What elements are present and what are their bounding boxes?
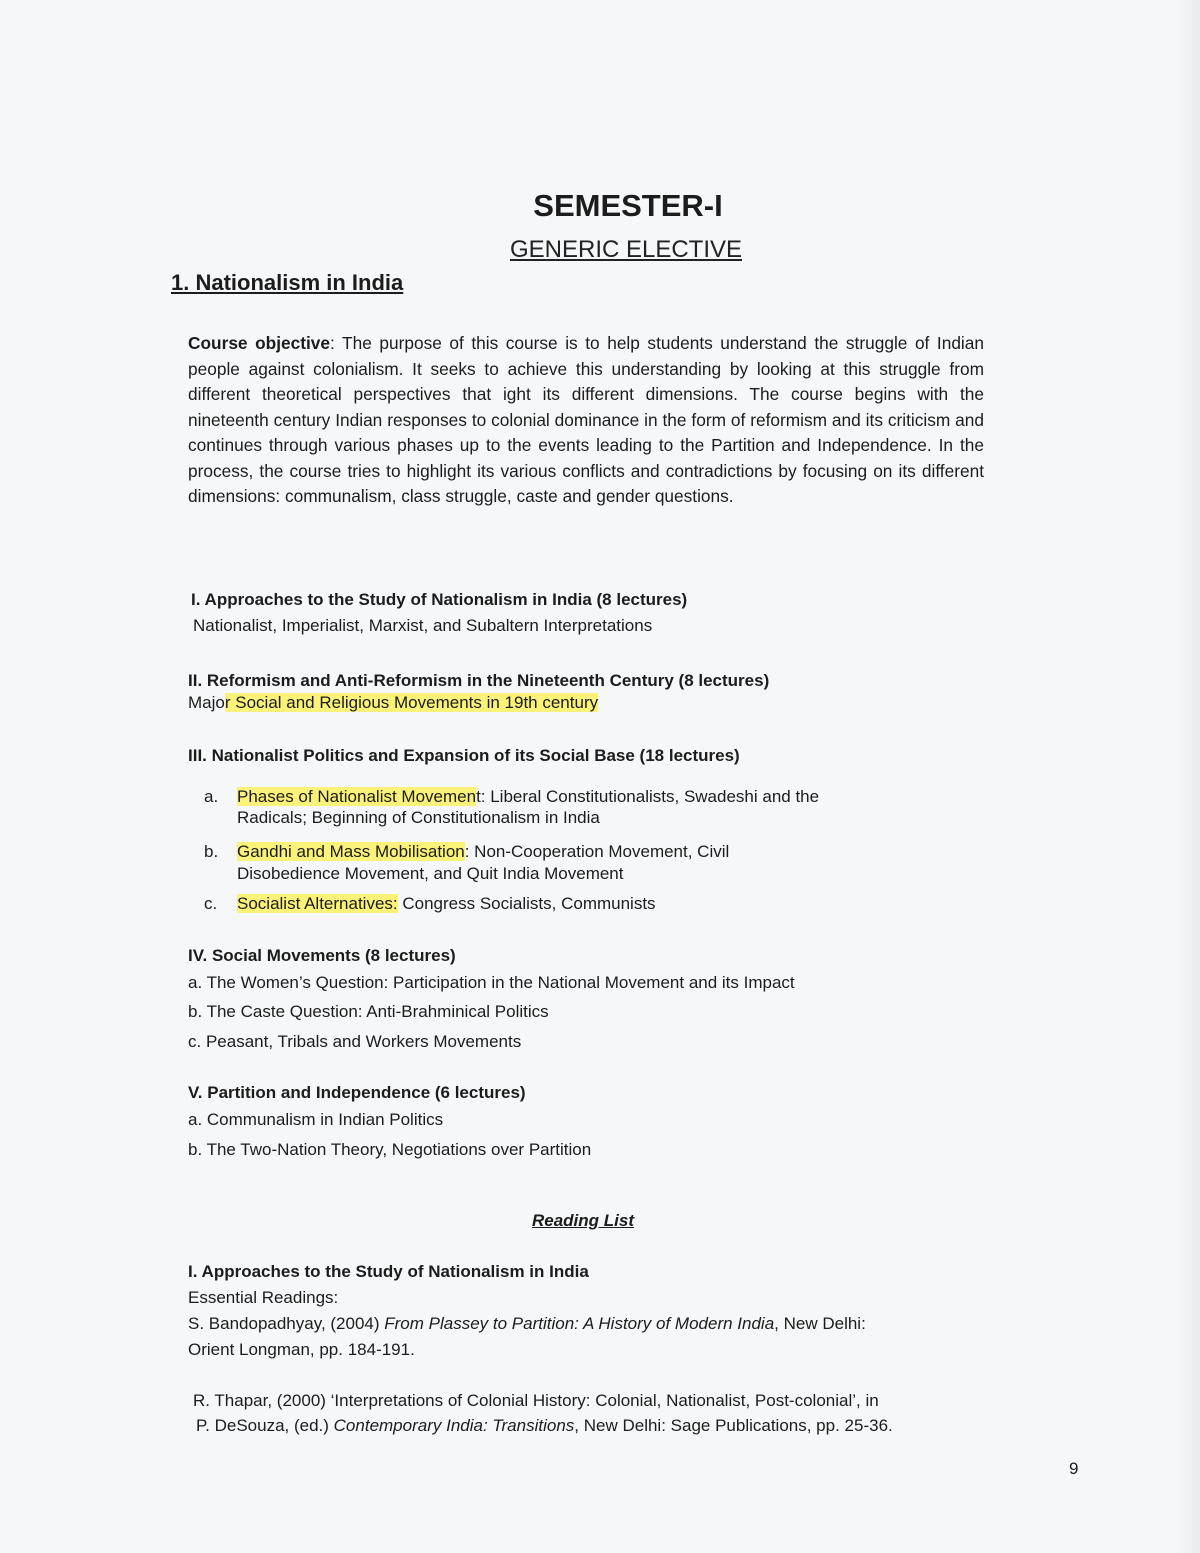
- unit-3-item-c: [237, 894, 656, 914]
- unit-3-item-a-marker: a.: [204, 787, 219, 806]
- unit-3-item-b-highlight: Gandhi and Mass Mobilisation: [237, 842, 465, 861]
- reference-2-publisher: , New Delhi: Sage Publications, pp. 25-36.: [574, 1416, 893, 1435]
- unit-5-heading: V. Partition and Independence (6 lectures): [188, 1083, 526, 1102]
- unit-2-highlight: r Social and Religious Movements in 19th century: [224, 693, 599, 712]
- unit-2-text: [188, 693, 598, 713]
- essential-readings-label: Essential Readings:: [188, 1288, 339, 1307]
- reference-1: [188, 1314, 866, 1334]
- scan-edge-shadow: [1178, 0, 1200, 1553]
- elective-subtitle: GENERIC ELECTIVE: [509, 236, 743, 263]
- page-number: 9: [1069, 1459, 1079, 1478]
- unit-3-heading: III. Nationalist Politics and Expansion of its Social Base (18 lectures): [188, 746, 740, 765]
- unit-4-item: b. The Caste Question: Anti-Brahminical Politics: [188, 1002, 549, 1021]
- unit-3-item-b-marker: b.: [204, 842, 219, 861]
- unit-2-text-prefix: Majo: [188, 693, 225, 712]
- unit-5-item: b. The Two-Nation Theory, Negotiations over Partition: [188, 1140, 592, 1159]
- reference-2-line2: [196, 1416, 893, 1436]
- reference-2-title: Contemporary India: Transitions: [333, 1416, 575, 1435]
- unit-3-item-b: [237, 842, 729, 862]
- unit-3-item-a: [237, 787, 819, 807]
- objective-label: Course objective: [188, 333, 331, 353]
- unit-4-item: c. Peasant, Tribals and Workers Movements: [188, 1032, 522, 1051]
- unit-4-item: a. The Women’s Question: Participation in the National Movement and its Impact: [188, 973, 795, 992]
- semester-title: SEMESTER-I: [533, 188, 723, 223]
- objective-text: : The purpose of this course is to help students understand the struggle of Indian people against colonialism. It seeks to achieve this understanding by looking at this struggle from different theoretical perspectives that ight its different dimensions. The course begins with the nineteenth century Indian responses to colonial dominance in the form of reformism and its criticism and continues through various phases up to the events leading to the Partition and Independence. In the process, the course tries to highlight its various conflicts and contradictions by focusing on its different dimensions: communalism, class struggle, caste and gender questions.: [188, 333, 984, 506]
- reference-1-line2: Orient Longman, pp. 184-191.: [188, 1340, 415, 1359]
- reading-list-heading: Reading List: [531, 1211, 634, 1230]
- unit-3-item-c-highlight: Socialist Alternatives:: [237, 894, 398, 913]
- unit-2-heading: II. Reformism and Anti-Reformism in the Nineteenth Century (8 lectures): [188, 671, 770, 690]
- reference-1-author: S. Bandopadhyay, (2004): [188, 1314, 385, 1333]
- reference-2-editor: P. DeSouza, (ed.): [196, 1416, 334, 1435]
- unit-3-item-c-marker: c.: [204, 894, 218, 913]
- unit-1-heading: I. Approaches to the Study of Nationalism in India (8 lectures): [191, 590, 688, 609]
- unit-3-item-b-line2: Disobedience Movement, and Quit India Movement: [237, 864, 624, 883]
- reference-2-line1: R. Thapar, (2000) ‘Interpretations of Colonial History: Colonial, Nationalist, Post-colonial’, in: [193, 1391, 879, 1410]
- course-objective-paragraph: [188, 331, 984, 510]
- unit-3-item-a-rest: t: Liberal Constitutionalists, Swadeshi and the: [476, 787, 820, 806]
- unit-3-item-b-rest: : Non-Cooperation Movement, Civil: [464, 842, 730, 861]
- course-title: 1. Nationalism in India: [171, 270, 404, 295]
- unit-4-heading: IV. Social Movements (8 lectures): [188, 946, 456, 965]
- unit-3-item-c-rest: Congress Socialists, Communists: [397, 894, 656, 913]
- reference-1-publisher: , New Delhi:: [774, 1314, 866, 1333]
- reference-1-title: From Plassey to Partition: A History of Modern India: [384, 1314, 775, 1333]
- unit-3-item-a-line2: Radicals; Beginning of Constitutionalism in India: [237, 808, 600, 827]
- unit-1-text: Nationalist, Imperialist, Marxist, and Subaltern Interpretations: [193, 616, 653, 635]
- unit-5-item: a. Communalism in Indian Politics: [188, 1110, 444, 1129]
- reading-section-1-heading: I. Approaches to the Study of Nationalism in India: [188, 1262, 589, 1281]
- unit-3-item-a-highlight: Phases of Nationalist Movemen: [237, 787, 477, 806]
